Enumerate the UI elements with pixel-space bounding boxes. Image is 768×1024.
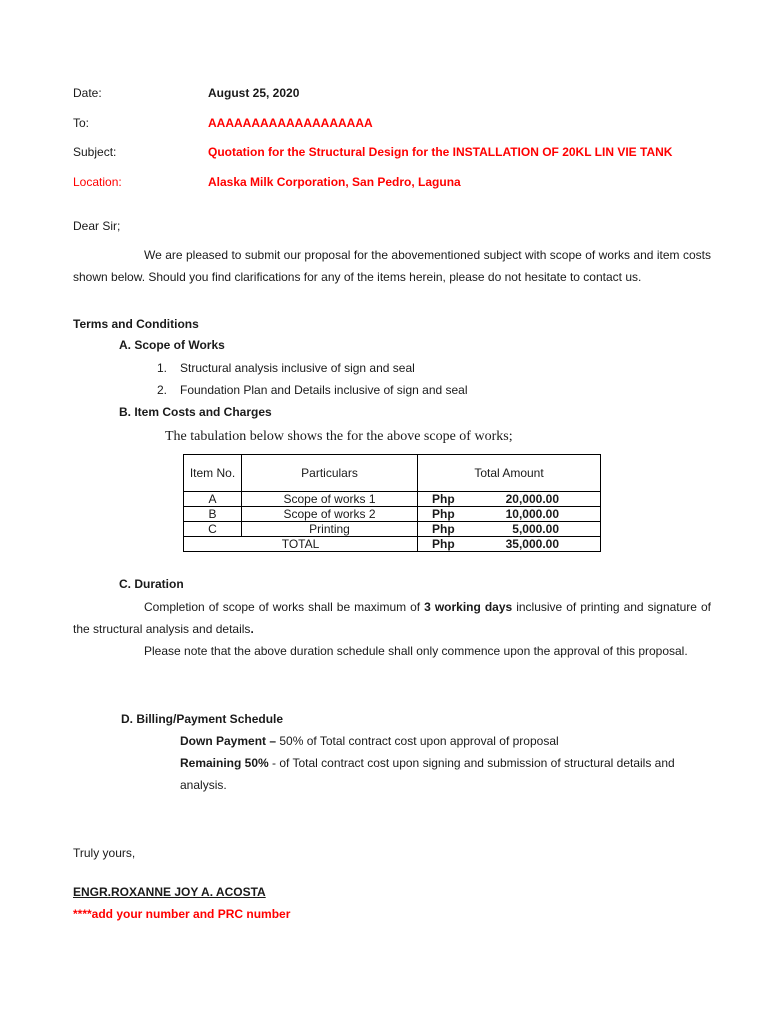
duration-paragraph-1: [73, 596, 711, 640]
row-amount: [418, 507, 601, 522]
cost-table: [183, 454, 601, 552]
salutation: Dear Sir;: [73, 219, 121, 233]
location-value: Alaska Milk Corporation, San Pedro, Laguna: [208, 175, 461, 189]
to-label: To:: [73, 116, 90, 130]
to-value: AAAAAAAAAAAAAAAAAAA: [208, 116, 373, 130]
row-amount-value: 10,000.00: [505, 507, 559, 521]
row-amount-value: 5,000.00: [512, 522, 559, 536]
total-amount: [418, 537, 601, 552]
total-amount-value: 35,000.00: [505, 537, 559, 551]
row-currency: Php: [432, 492, 455, 506]
duration-period: .: [250, 622, 254, 636]
row-amount-value: 20,000.00: [505, 492, 559, 506]
row-item: B: [184, 507, 242, 522]
down-payment-label: Down Payment –: [180, 734, 277, 748]
row-currency: Php: [432, 522, 455, 536]
header-particulars: Particulars: [242, 455, 418, 492]
down-payment-text: 50% of Total contract cost upon approval of proposal: [276, 734, 559, 748]
remaining-text: - of Total contract cost upon signing and submission of structural details and analysis.: [180, 756, 675, 792]
row-currency: Php: [432, 507, 455, 521]
remaining-line: [180, 752, 710, 796]
total-label: TOTAL: [184, 537, 418, 552]
table-row: [184, 507, 601, 522]
header-item-no: Item No.: [184, 455, 242, 492]
signatory-note: ****add your number and PRC number: [73, 907, 291, 921]
duration-heading: C. Duration: [119, 577, 184, 591]
row-item: C: [184, 522, 242, 537]
scope-item-1-text: Structural analysis inclusive of sign and seal: [180, 361, 415, 375]
scope-item-2-text: Foundation Plan and Details inclusive of sign and seal: [180, 383, 468, 397]
table-total-row: [184, 537, 601, 552]
closing: Truly yours,: [73, 846, 136, 860]
signatory-name: ENGR.ROXANNE JOY A. ACOSTA: [73, 885, 266, 899]
scope-item-1-num: 1.: [157, 361, 168, 375]
date-label: Date:: [73, 86, 102, 100]
row-particulars: Scope of works 1: [242, 492, 418, 507]
subject-value: Quotation for the Structural Design for the INSTALLATION OF 20KL LIN VIE TANK: [208, 145, 673, 159]
total-currency: Php: [432, 537, 455, 551]
duration-text-b: inclusive of printing and signature of the structural analysis and details: [73, 600, 711, 636]
scope-item-2-num: 2.: [157, 383, 168, 397]
row-particulars: Printing: [242, 522, 418, 537]
date-value: August 25, 2020: [208, 86, 300, 100]
down-payment-line: [180, 734, 559, 748]
terms-heading: Terms and Conditions: [73, 317, 199, 331]
duration-text-a: Completion of scope of works shall be maximum of: [144, 600, 425, 614]
table-row: [184, 492, 601, 507]
table-row: [184, 522, 601, 537]
duration-paragraph-2: Please note that the above duration schedule shall only commence upon the approval of this proposal.: [144, 644, 688, 658]
scope-heading: A. Scope of Works: [119, 338, 225, 352]
location-label: Location:: [73, 175, 122, 189]
billing-heading: D. Billing/Payment Schedule: [121, 712, 284, 726]
row-amount: [418, 492, 601, 507]
duration-days: 3 working days: [424, 600, 513, 614]
costs-heading: B. Item Costs and Charges: [119, 405, 272, 419]
table-header-row: [184, 455, 601, 492]
header-total-amount: Total Amount: [418, 455, 601, 492]
costs-intro: The tabulation below shows the for the above scope of works;: [165, 429, 513, 444]
row-item: A: [184, 492, 242, 507]
row-particulars: Scope of works 2: [242, 507, 418, 522]
row-amount: [418, 522, 601, 537]
remaining-label: Remaining 50%: [180, 756, 269, 770]
intro-paragraph: We are pleased to submit our proposal for the abovementioned subject with scope of works and item costs shown below. Should you find clarifications for any of the items herein, please do not hesitate to contact us.: [73, 248, 711, 284]
subject-label: Subject:: [73, 145, 117, 159]
